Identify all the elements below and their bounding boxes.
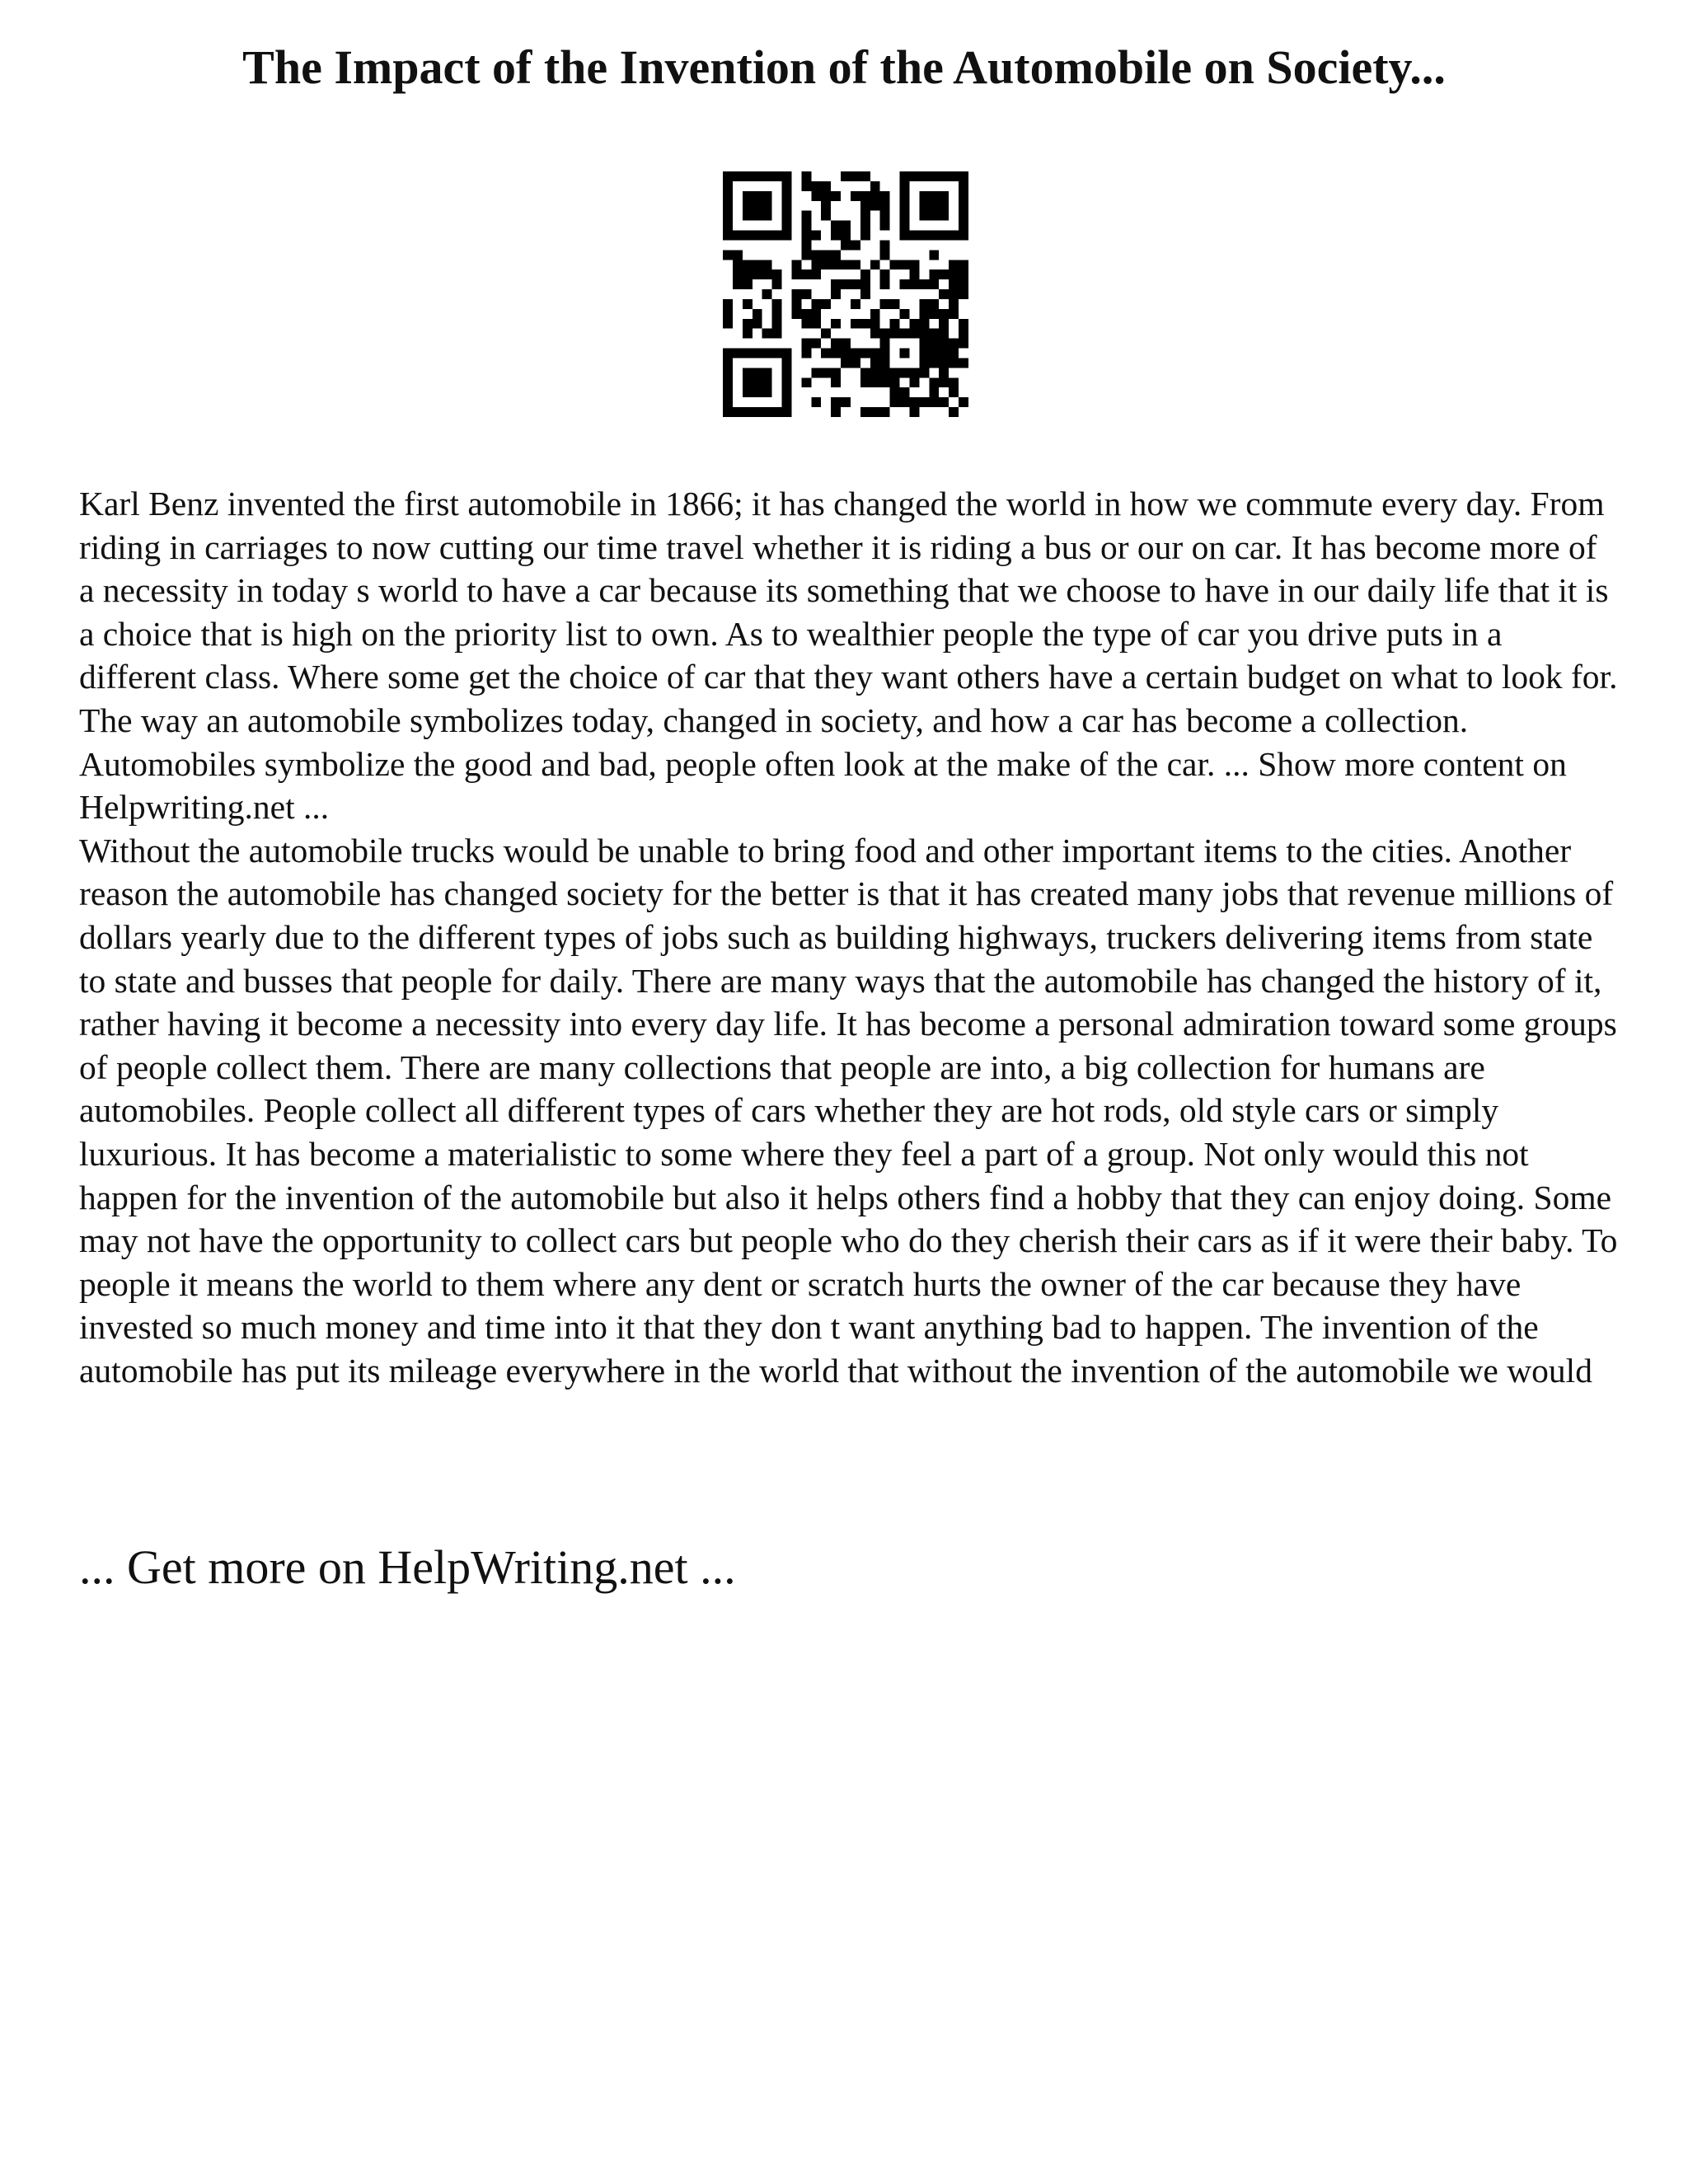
paragraph-1: Karl Benz invented the first automobile in 1866; it has changed the world in how we commute every day. From riding in carriages to now cutting our time travel whether it is riding a bus or our on car. It has become more of a necessity in today s world to have a car because its something that we choose to have in our daily life that it is a choice that is high on the priority list to own. As to wealthier people the type of car you drive puts in a different class. Where some get the choice of car that they want others have a certain budget on what to look for. The way an automobile symbolizes today, changed in society, and how a car has become a collection. Automobiles symbolize the good and bad, people often look at the make of the car. ... Show more content on Helpwriting.net ...: [79, 485, 1618, 827]
paragraph-2: Without the automobile trucks would be unable to bring food and other important items to the cities. Another reason the automobile has changed society for the better is that it has created many jobs that revenue millions of dollars yearly due to the different types of jobs such as building highways, truckers delivering items from state to state and busses that people for daily. There are many ways that the automobile has changed the history of it, rather having it become a necessity into every day life. It has become a personal admiration toward some groups of people collect them. There are many collections that people are into, a big collection for humans are automobiles. People collect all different types of cars whether they are hot rods, old style cars or simply luxurious. It has become a materialistic to some where they feel a part of a group. Not only would this not happen for the invention of the automobile but also it helps others find a hobby that they can enjoy doing. Some may not have the opportunity to collect cars but people who do they cherish their cars as if it were their baby. To people it means the world to them where any dent or scratch hurts the owner of the car because they have invested so much money and time into it that they don t want anything bad to happen. The invention of the automobile has put its mileage everywhere in the world that without the invention of the automobile we would: [79, 831, 1618, 1390]
article-body: [79, 482, 1620, 1392]
get-more-link[interactable]: ... Get more on HelpWriting.net ...: [79, 1540, 736, 1594]
qr-code-icon[interactable]: [723, 171, 968, 417]
document-title: The Impact of the Invention of the Automobile on Society...: [242, 40, 1446, 94]
